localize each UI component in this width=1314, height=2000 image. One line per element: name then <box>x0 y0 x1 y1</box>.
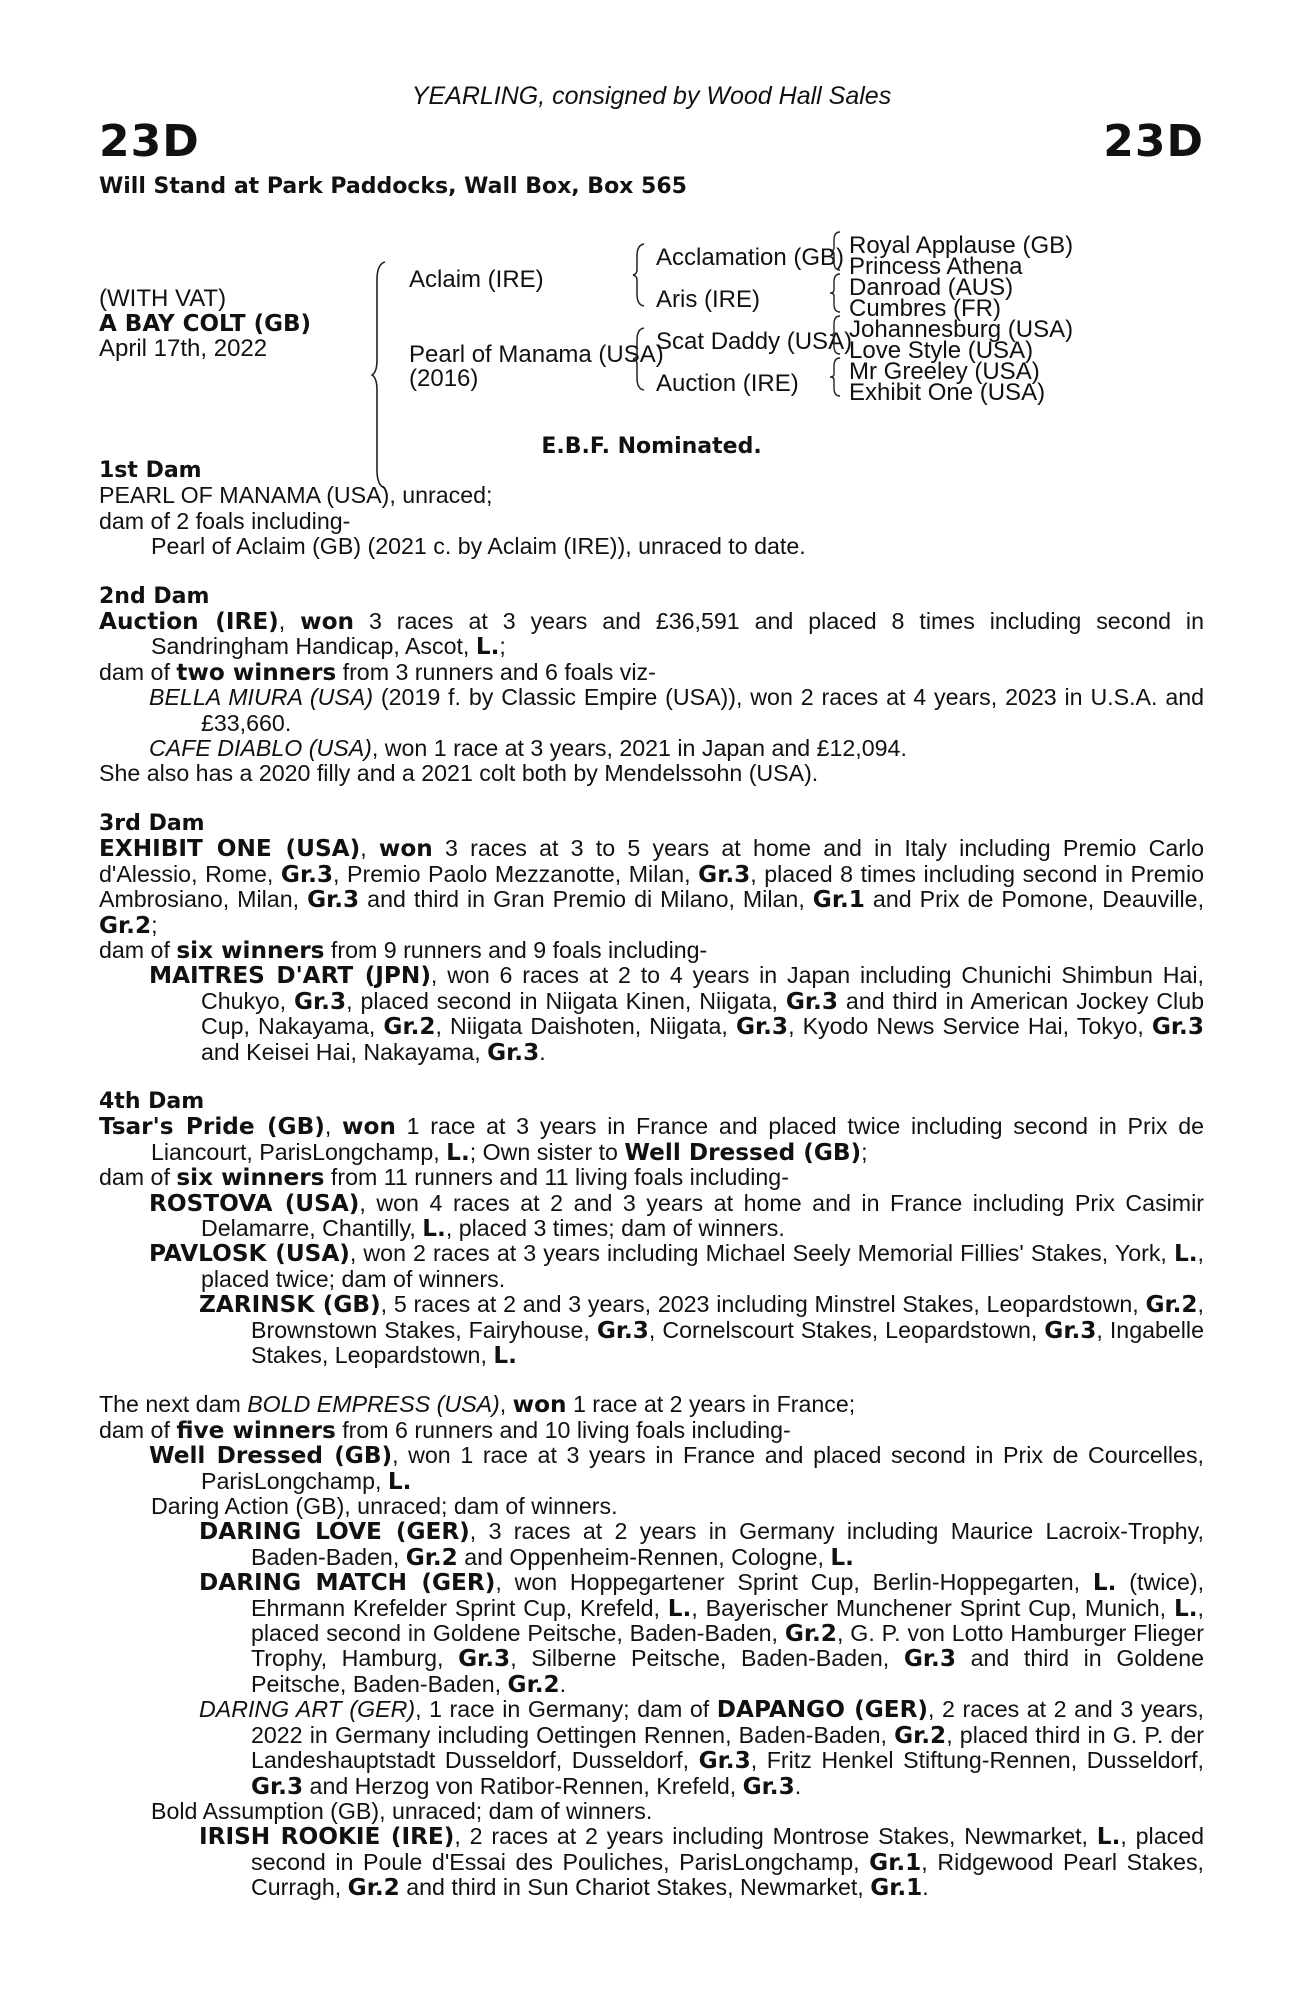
dam-of-line: dam of six winners from 9 runners and 9 foals including- <box>99 936 708 964</box>
foal-entry: Well Dressed (GB), won 1 race at 3 years in France and placed second in Prix de Courcelles, ParisLongchamp, L. <box>149 1442 1204 1495</box>
section-title: 2nd Dam <box>99 583 210 609</box>
foal-entry: ROSTOVA (USA), won 4 races at 2 and 3 years at home and in France including Prix Casimir Delamarre, Chantilly, L., placed 3 times; dam of winners. <box>149 1189 1204 1242</box>
horse-name: A BAY COLT (GB) <box>99 311 312 337</box>
consignor-line: YEARLING, consigned by Wood Hall Sales <box>411 82 892 110</box>
dam-of-line: dam of 2 foals including- <box>99 507 351 534</box>
foal-entry: CAFE DIABLO (USA), won 1 race at 3 years, 2021 in Japan and £12,094. <box>149 735 907 762</box>
foal-entry: BELLA MIURA (USA) (2019 f. by Classic Empire (USA)), won 2 races at 4 years, 2023 in U.S.A. and £33,660. <box>149 684 1205 736</box>
section-title: 4th Dam <box>99 1088 205 1114</box>
foal-entry: ZARINSK (GB), 5 races at 2 and 3 years, 2023 including Minstrel Stakes, Leopardstown, Gr.2, Brownstown Stakes, Fairyhouse, Gr.3, Cornelscourt Stakes, Leopardstown, Gr.3, Ingabelle Stakes, Leopardstown, L. <box>199 1291 1204 1369</box>
dam-dam-sire: Mr Greeley (USA) <box>849 358 1040 385</box>
foal-entry: Pearl of Aclaim (GB) (2021 c. by Aclaim (IRE)), unraced to date. <box>151 533 806 560</box>
horse-dob: April 17th, 2022 <box>99 335 268 362</box>
dam-of-line: dam of six winners from 11 runners and 11 living foals including- <box>99 1164 789 1192</box>
second-dam-section <box>99 584 1204 787</box>
pedigree-brace-3b <box>829 272 843 314</box>
stand-location: Will Stand at Park Paddocks, Wall Box, Box 565 <box>99 174 687 199</box>
dam-record: Tsar's Pride (GB), won 1 race at 3 years in France and placed twice including second in Prix de Liancourt, ParisLongchamp, L.; Own sister to Well Dressed (GB); <box>99 1113 1204 1166</box>
section-title: 1st Dam <box>99 458 202 483</box>
sire-dam-sire: Danroad (AUS) <box>849 274 1014 301</box>
sire-sire-sire: Royal Applause (GB) <box>849 232 1074 259</box>
dam-dam: Auction (IRE) <box>656 370 799 397</box>
dam-record: The next dam BOLD EMPRESS (USA), won 1 race at 2 years in France; <box>99 1391 856 1419</box>
pedigree-brace-3d <box>829 356 843 398</box>
foal-entry: Bold Assumption (GB), unraced; dam of winners. <box>151 1797 653 1824</box>
dam-line: PEARL OF MANAMA (USA), unraced; <box>99 482 493 509</box>
dam-record: EXHIBIT ONE (USA), won 3 races at 3 to 5 years at home and in Italy including Premio Carlo d'Alessio, Rome, Gr.3, Premio Paolo Mezzanotte, Milan, Gr.3, placed 8 times including second in Premio Ambrosiano, Milan, Gr.3 and third in Gran Premio di Milano, Milan, Gr.1 and Prix de Pomone, Deauville, Gr.2; <box>99 835 1205 939</box>
lot-number-left: 23D <box>99 116 200 167</box>
fourth-dam-section <box>99 1089 1204 1368</box>
foal-entry: Daring Action (GB), unraced; dam of winners. <box>151 1493 618 1520</box>
foal-entry: DARING MATCH (GER), won Hoppegartener Sprint Cup, Berlin-Hoppegarten, L. (twice), Ehrmann Krefelder Sprint Cup, Krefeld, L., Bayerischer Munchener Sprint Cup, Munich, L., placed second in Goldene Peitsche, Baden-Baden, Gr.2, G. P. von Lotto Hamburger Flieger Trophy, Hamburg, Gr.3, Silberne Peitsche, Baden-Baden, Gr.3 and third in Goldene Peitsche, Baden-Baden, Gr.2. <box>199 1569 1205 1698</box>
pedigree-brace-sire <box>632 242 648 308</box>
sire-sire: Acclamation (GB) <box>656 244 845 271</box>
sire-dam-dam: Cumbres (FR) <box>849 295 1002 322</box>
foal-entry: DARING LOVE (GER), 3 races at 2 years in Germany including Maurice Lacroix-Trophy, Baden-Baden, Gr.2 and Oppenheim-Rennen, Cologne, L. <box>199 1518 1204 1571</box>
first-dam-section <box>99 458 1204 560</box>
dam-year: (2016) <box>409 365 479 392</box>
dam-sire: Scat Daddy (USA) <box>656 328 853 355</box>
sire-sire-dam: Princess Athena <box>849 253 1023 280</box>
dam-sire-sire: Johannesburg (USA) <box>849 316 1074 343</box>
also-note: She also has a 2020 filly and a 2021 colt both by Mendelssohn (USA). <box>99 760 819 787</box>
foal-entry: MAITRES D'ART (JPN), won 6 races at 2 to 4 years in Japan including Chunichi Shimbun Hai, Chukyo, Gr.3, placed second in Niigata Kinen, Niigata, Gr.3 and third in American Jockey Club Cup, Nakayama, Gr.2, Niigata Daishoten, Niigata, Gr.3, Kyodo News Service Hai, Tokyo, Gr.3 and Keisei Hai, Nakayama, Gr.3. <box>149 962 1204 1066</box>
dam-of-line: dam of five winners from 6 runners and 10 living foals including- <box>99 1416 791 1444</box>
dam-dam-dam: Exhibit One (USA) <box>849 379 1046 406</box>
vat-note: (WITH VAT) <box>99 285 227 312</box>
foal-entry: DARING ART (GER), 1 race in Germany; dam of DAPANGO (GER), 2 races at 2 and 3 years, 2022 in Germany including Oettingen Rennen, Baden-Baden, Gr.2, placed third in G. P. der Landeshauptstadt Dusseldorf, Dusseldorf, Gr.3, Fritz Henkel Stiftung-Rennen, Dusseldorf, Gr.3 and Herzog von Ratibor-Rennen, Krefeld, Gr.3. <box>199 1696 1204 1800</box>
pedigree-notes <box>99 458 1204 1925</box>
dam-name: Pearl of Manama (USA) <box>409 341 664 368</box>
pedigree-brace-3a <box>829 230 843 272</box>
third-dam-section <box>99 811 1204 1065</box>
ebf-nominated: E.B.F. Nominated. <box>541 434 762 459</box>
next-dam-section <box>99 1392 1204 1900</box>
foal-entry: PAVLOSK (USA), won 2 races at 3 years including Michael Seely Memorial Fillies' Stakes, York, L., placed twice; dam of winners. <box>149 1240 1204 1292</box>
lot-number-right: 23D <box>1103 116 1204 167</box>
foal-entry: IRISH ROOKIE (IRE), 2 races at 2 years including Montrose Stakes, Newmarket, L., placed second in Poule d'Essai des Pouliches, ParisLongchamp, Gr.1, Ridgewood Pearl Stakes, Curragh, Gr.2 and third in Sun Chariot Stakes, Newmarket, Gr.1. <box>199 1823 1205 1902</box>
dam-sire-dam: Love Style (USA) <box>849 337 1034 364</box>
dam-record: Auction (IRE), won 3 races at 3 years and £36,591 and placed 8 times including second in Sandringham Handicap, Ascot, L.; <box>99 608 1204 661</box>
section-title: 3rd Dam <box>99 810 205 836</box>
pedigree-brace-3c <box>829 314 843 356</box>
sire-dam: Aris (IRE) <box>656 286 760 313</box>
dam-of-line: dam of two winners from 3 runners and 6 foals viz- <box>99 658 656 686</box>
sire-name: Aclaim (IRE) <box>409 266 544 293</box>
pedigree-brace-dam <box>632 326 648 392</box>
